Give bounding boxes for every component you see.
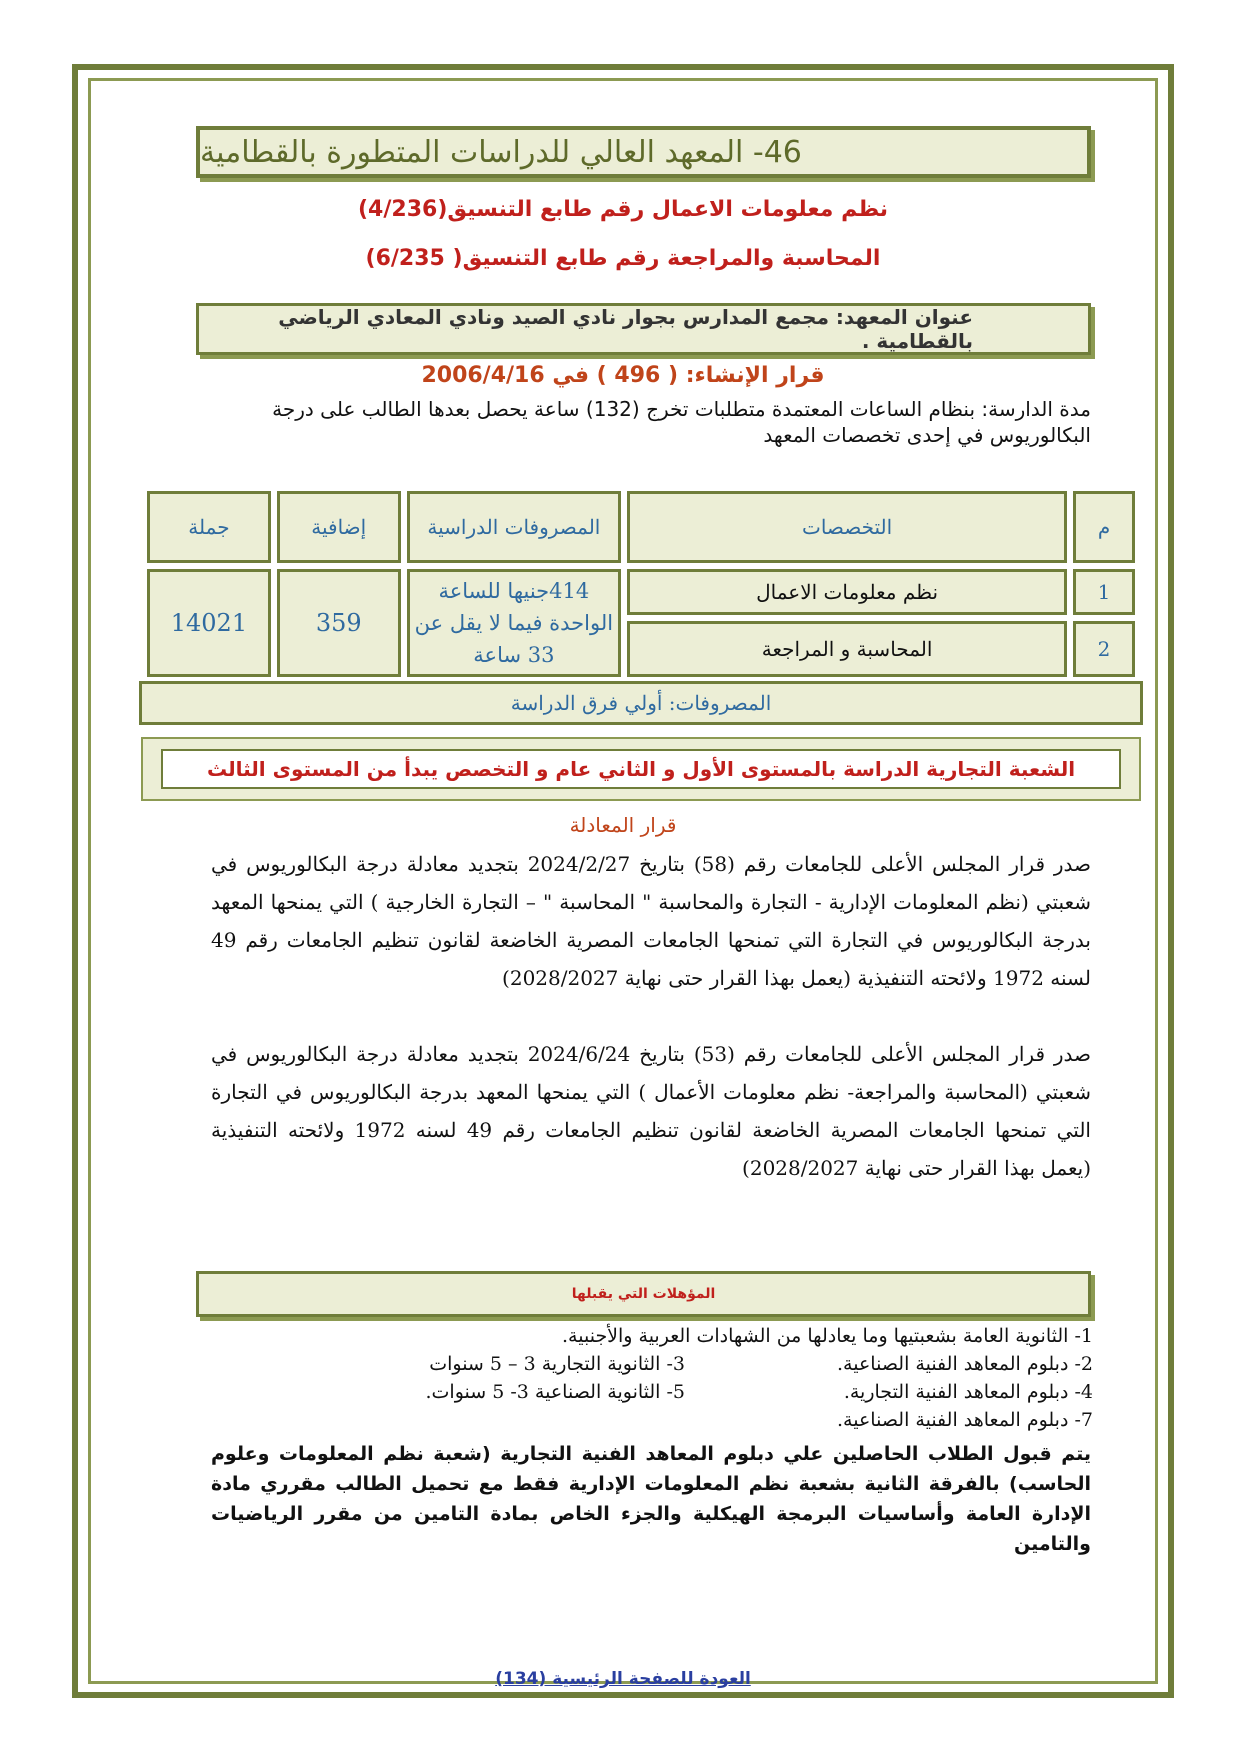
tuition-value: 414جنيها للساعة الواحدة فيما لا يقل عن 33 ساعة: [407, 569, 621, 677]
program-line-2: المحاسبة والمراجعة رقم طابع التنسيق( 6/235): [365, 246, 881, 271]
row-num: 2: [1073, 621, 1135, 677]
back-to-home-link[interactable]: العودة للصفحة الرئيسية (134): [495, 1669, 751, 1689]
page-border-outer: [72, 64, 1174, 1698]
qualification-item: 4- دبلوم المعاهد الفنية التجارية.: [843, 1381, 1093, 1403]
program-line-1: نظم معلومات الاعمال رقم طابع التنسيق(4/236): [357, 197, 889, 222]
header-specializations: التخصصات: [627, 491, 1067, 563]
qualification-item: 2- دبلوم المعاهد الفنية الصناعية.: [837, 1353, 1093, 1375]
equivalence-paragraph-2: صدر قرار المجلس الأعلى للجامعات رقم (53) بتاريخ 2024/6/24 بتجديد معادلة درجة البكالوريوس في شعبتي (المحاسبة والمراجعة- نظم معلومات الأعمال ) التي يمنحها المعهد بدرجة البكالوريوس في التجارة التي تمنحها الجامعات المصرية الخاضعة لقانون تنظيم الجامعات رقم 49 لسنه 1972 ولائحته التنفيذية (يعمل بهذا القرار حتى نهاية 2028/2027): [211, 1042, 1092, 1180]
header-tuition: المصروفات الدراسية: [407, 491, 621, 563]
establishment-decree: قرار الإنشاء: ( 496 ) في 2006/4/16: [421, 363, 825, 388]
additional-value: 359: [277, 569, 401, 677]
qualification-item: 5- الثانوية الصناعية 3- 5 سنوات.: [425, 1381, 685, 1403]
equivalence-paragraph-1: صدر قرار المجلس الأعلى للجامعات رقم (58) بتاريخ 2024/2/27 بتجديد معادلة درجة البكالوريوس في شعبتي (نظم المعلومات الإدارية - التجارة والمحاسبة " المحاسبة " – التجارة الخارجية ) التي يمنحها المعهد بدرجة البكالوريوس في التجارة التي تمنحها الجامعات المصرية الخاضعة لقانون تنظيم الجامعات رقم 49 لسنه 1972 ولائحته التنفيذية (يعمل بهذا القرار حتى نهاية 2028/2027): [211, 852, 1092, 990]
row-num: 1: [1073, 569, 1135, 615]
table-row: [147, 569, 1135, 615]
qualification-item: 7- دبلوم المعاهد الفنية الصناعية.: [837, 1409, 1093, 1431]
header-additional: إضافية: [277, 491, 401, 563]
fees-table: [141, 485, 1141, 683]
expenses-note: المصروفات: أولي فرق الدراسة: [139, 681, 1143, 725]
page-border-inner: [88, 78, 1158, 1689]
qualifications-title: المؤهلات التي يقبلها: [196, 1271, 1091, 1317]
branch-note-box: [141, 737, 1141, 801]
institute-title: 46- المعهد العالي للدراسات المتطورة بالقطامية: [196, 126, 1091, 178]
qualification-item: 3- الثانوية التجارية 3 – 5 سنوات: [429, 1353, 685, 1375]
institute-address: عنوان المعهد: مجمع المدارس بجوار نادي الصيد ونادي المعادي الرياضي بالقطامية .: [196, 303, 1091, 355]
qualification-item: 1- الثانوية العامة بشعبتيها وما يعادلها من الشهادات العربية والأجنبية.: [562, 1325, 1093, 1347]
equivalence-title: قرار المعادلة: [569, 813, 677, 837]
branch-note: الشعبة التجارية الدراسة بالمستوى الأول و الثاني عام و التخصص يبدأ من المستوى الثالث: [161, 749, 1121, 789]
row-specialization: نظم معلومات الاعمال: [627, 569, 1067, 615]
study-duration: مدة الدارسة: بنظام الساعات المعتمدة متطلبات تخرج (132) ساعة يحصل بعدها الطالب على درجة البكالوريوس في إحدى تخصصات المعهد: [272, 397, 1091, 447]
row-specialization: المحاسبة و المراجعة: [627, 621, 1067, 677]
header-num: م: [1073, 491, 1135, 563]
admission-note: يتم قبول الطلاب الحاصلين علي دبلوم المعاهد الفنية التجارية (شعبة نظم المعلومات وعلوم الحاسب) بالفرقة الثانية بشعبة نظم المعلومات الإدارية فقط مع تحميل الطالب مقرري مادة الإدارة العامة وأساسيات البرمجة الهيكلية والجزء الخاص بمادة التامين من مقرر الرياضيات والتامين: [211, 1443, 1091, 1555]
table-header-row: [147, 491, 1135, 563]
header-total: جملة: [147, 491, 271, 563]
total-value: 14021: [147, 569, 271, 677]
